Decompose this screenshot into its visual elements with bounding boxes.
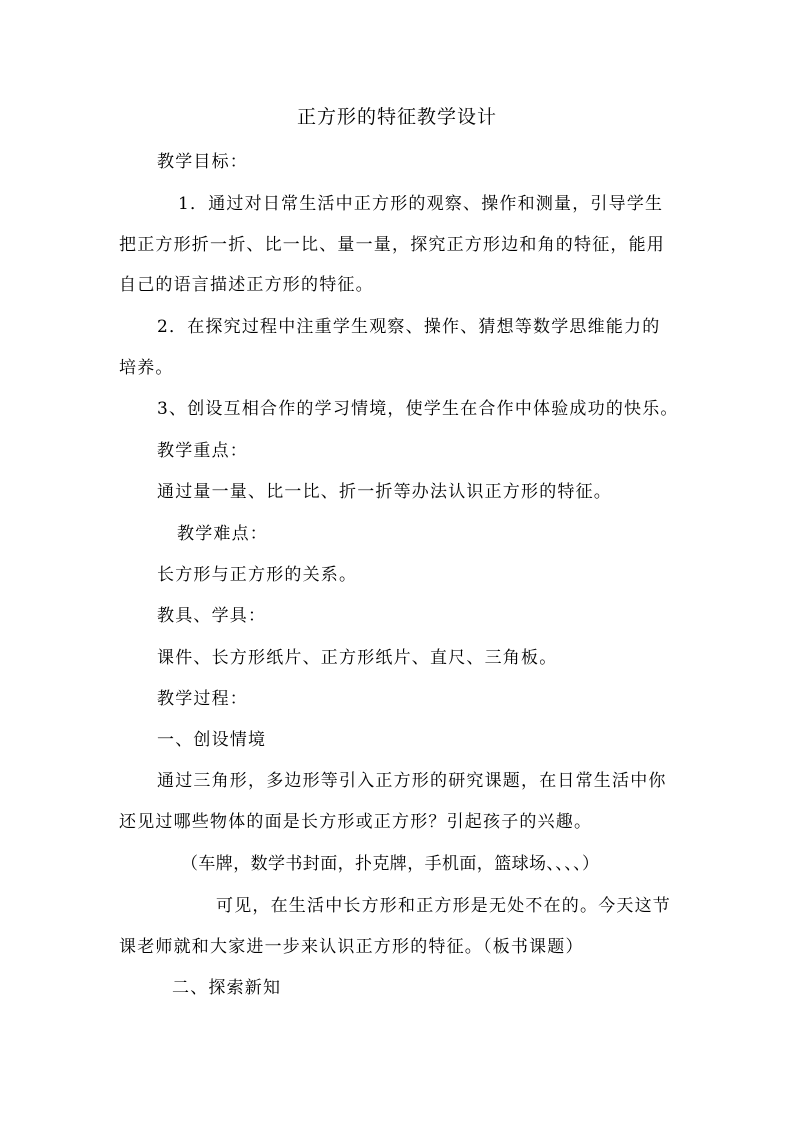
- difficulties-text: 长方形与正方形的关系。: [157, 565, 358, 585]
- section-2-heading: 二、探索新知: [172, 978, 282, 998]
- difficulties-heading: 教学难点：: [177, 524, 268, 544]
- document-title: 正方形的特征教学设计: [296, 106, 497, 128]
- materials-heading: 教具、学具：: [157, 606, 267, 626]
- goal-2-line-2: 培养。: [119, 358, 174, 378]
- conclusion-line-2: 课老师就和大家进一步来认识正方形的特征。（板书课题）: [119, 937, 584, 957]
- teaching-goals-heading: 教学目标：: [157, 152, 248, 172]
- goal-2-line-1: 2．在探究过程中注重学生观察、操作、猜想等数学思维能力的: [157, 317, 661, 337]
- key-points-heading: 教学重点：: [157, 441, 248, 461]
- goal-1-line-1: 1．通过对日常生活中正方形的观察、操作和测量，引导学生: [178, 194, 664, 214]
- conclusion-line-1: 可见，在生活中长方形和正方形是无处不在的。今天这节: [216, 896, 671, 916]
- key-points-text: 通过量一量、比一比、折一折等办法认识正方形的特征。: [157, 482, 612, 502]
- process-heading: 教学过程：: [157, 689, 248, 709]
- section-1-para-line-1: 通过三角形，多边形等引入正方形的研究课题，在日常生活中你: [157, 771, 667, 791]
- section-1-para-line-2: 还见过哪些物体的面是长方形或正方形？引起孩子的兴趣。: [119, 812, 593, 832]
- materials-text: 课件、长方形纸片、正方形纸片、直尺、三角板。: [157, 648, 558, 668]
- section-1-heading: 一、创设情境: [157, 730, 267, 750]
- goal-3: 3、创设互相合作的学习情境，使学生在合作中体验成功的快乐。: [157, 399, 679, 419]
- examples-line: （车牌，数学书封面，扑克牌，手机面，篮球场、、、、）: [181, 854, 600, 874]
- goal-1-line-2: 把正方形折一折、比一比、量一量，探究正方形边和角的特征，能用: [119, 235, 665, 255]
- goal-1-line-3: 自己的语言描述正方形的特征。: [119, 275, 374, 295]
